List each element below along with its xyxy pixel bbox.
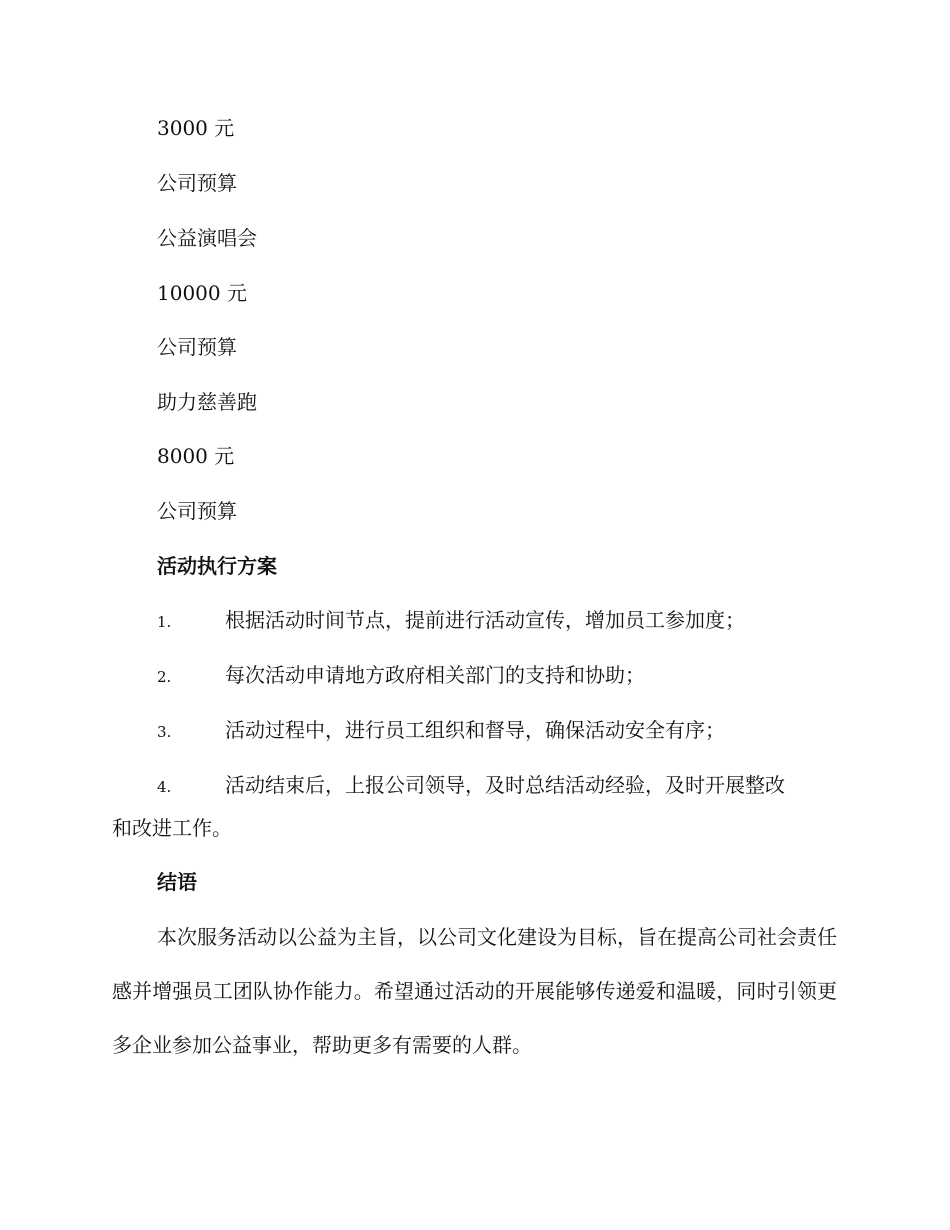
step-text: 活动结束后，上报公司领导，及时总结活动经验，及时开展整改 — [225, 773, 785, 797]
budget-amount-1: 3000 元 — [157, 116, 235, 140]
budget-amount-2: 10000 元 — [157, 281, 247, 305]
step-text-continuation: 和改进工作。 — [112, 816, 232, 840]
budget-source-2: 公司预算 — [157, 335, 237, 359]
activity-name-charity-run: 助力慈善跑 — [157, 390, 257, 414]
execution-heading: 活动执行方案 — [157, 554, 277, 578]
step-number: 1. — [157, 613, 172, 631]
activity-name-concert: 公益演唱会 — [157, 226, 257, 250]
budget-source-3: 公司预算 — [157, 499, 237, 523]
conclusion-heading: 结语 — [157, 870, 197, 894]
budget-source-1: 公司预算 — [157, 171, 237, 195]
step-number: 4. — [157, 778, 172, 796]
step-text: 根据活动时间节点，提前进行活动宣传，增加员工参加度； — [225, 608, 745, 632]
step-text: 活动过程中，进行员工组织和督导，确保活动安全有序； — [225, 718, 725, 742]
step-text: 每次活动申请地方政府相关部门的支持和协助； — [225, 663, 645, 687]
step-number: 2. — [157, 668, 172, 686]
step-number: 3. — [157, 723, 172, 741]
conclusion-paragraph: 本次服务活动以公益为主旨，以公司文化建设为目标，旨在提高公司社会责任感并增强员工团队协作能力。希望通过活动的开展能够传递爱和温暖，同时引领更多企业参加公益事业，帮助更多有需要的人群。 — [112, 925, 837, 1057]
budget-amount-3: 8000 元 — [157, 444, 235, 468]
